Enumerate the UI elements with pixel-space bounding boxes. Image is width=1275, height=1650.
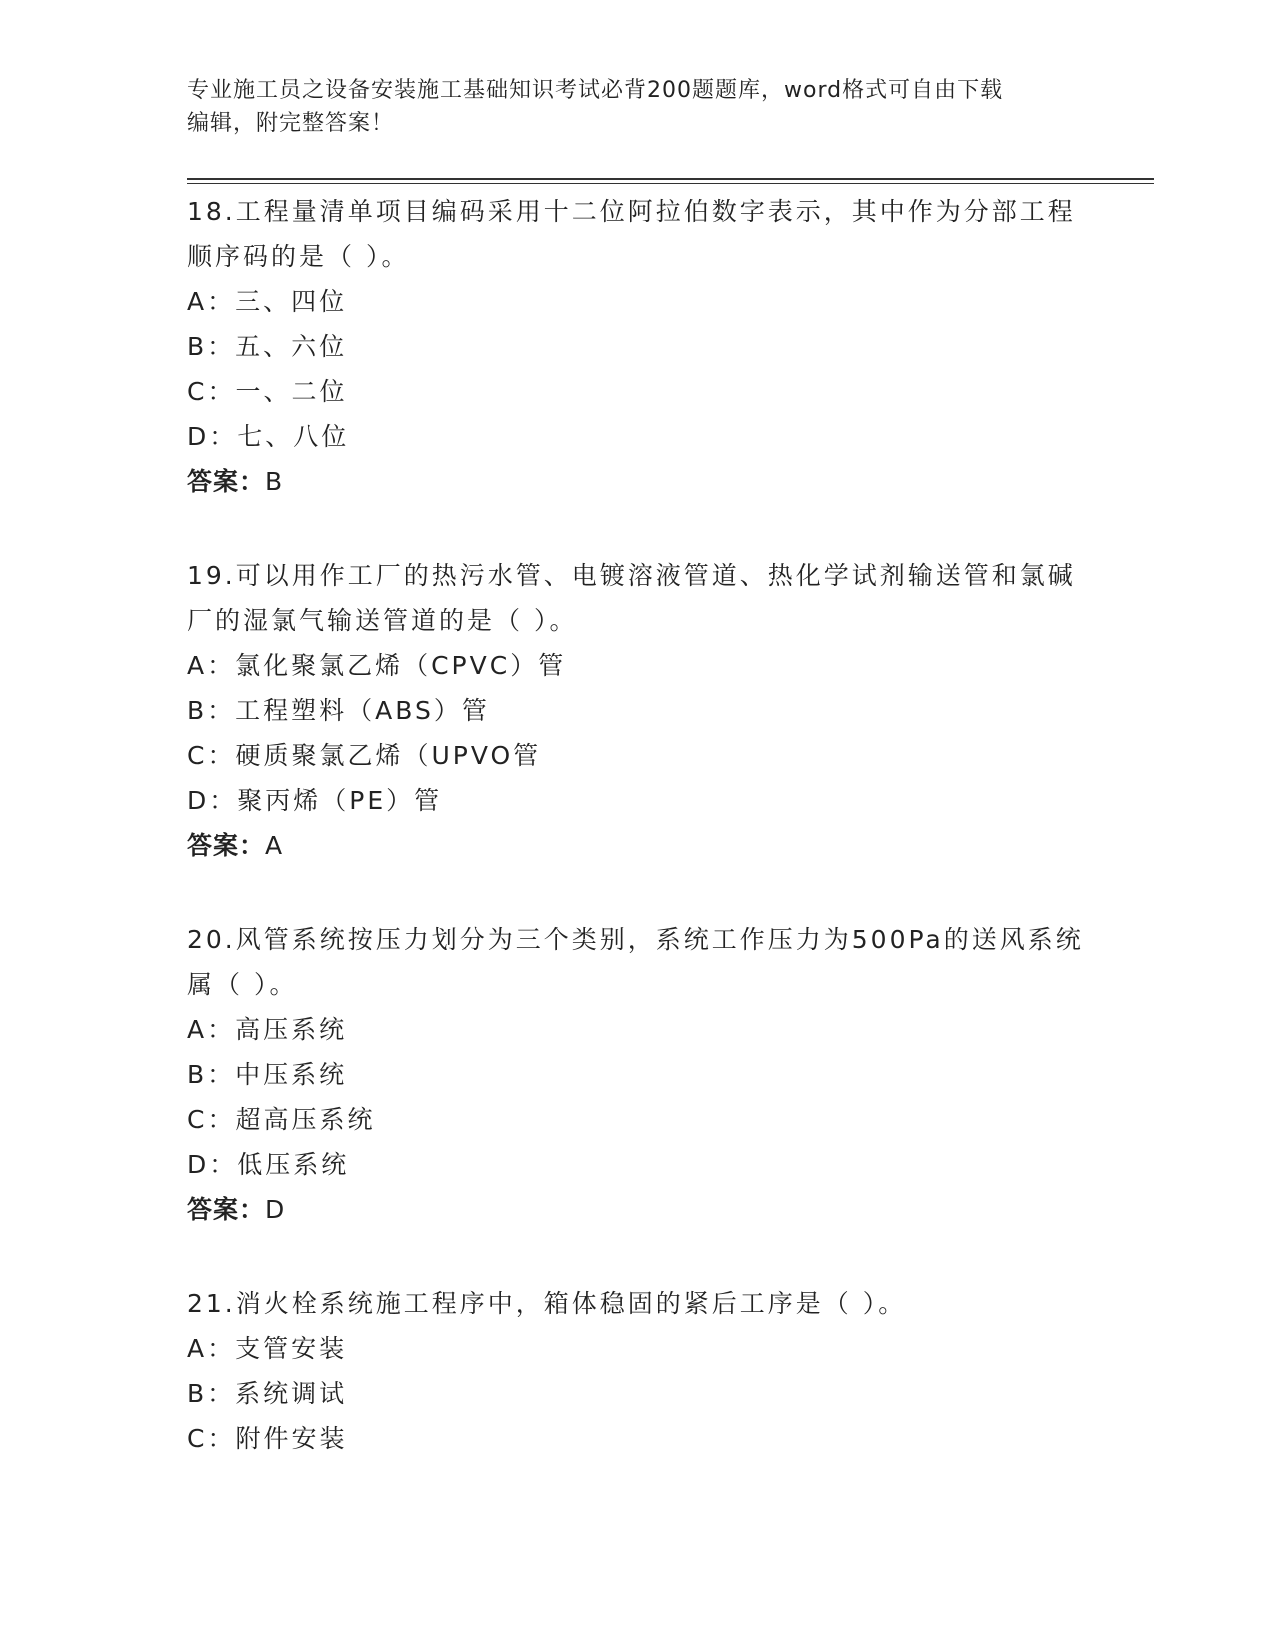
header-divider-thin — [187, 183, 1154, 184]
header-divider-thick — [187, 178, 1154, 180]
option-a: A：高压系统 — [187, 1015, 348, 1044]
question-20 — [187, 916, 1087, 1232]
question-stem: 21.消火栓系统施工程序中，箱体稳固的紧后工序是（ ）。 — [187, 1289, 907, 1318]
option-d: D：七、八位 — [187, 422, 350, 451]
question-18 — [187, 188, 1087, 504]
option-a: A：支管安装 — [187, 1334, 348, 1363]
answer-line — [187, 459, 1087, 504]
option-b: B：工程塑料（ABS）管 — [187, 696, 490, 725]
option-c: C：一、二位 — [187, 377, 348, 406]
answer-value: B — [265, 467, 284, 496]
option-d: D：聚丙烯（PE）管 — [187, 786, 443, 815]
answer-label: 答案： — [187, 831, 266, 860]
document-header — [187, 74, 1087, 140]
option-a: A：三、四位 — [187, 287, 348, 316]
question-19 — [187, 552, 1087, 868]
header-line-1: 专业施工员之设备安装施工基础知识考试必背200题题库，word格式可自由下载 — [187, 78, 1004, 103]
option-b: B：五、六位 — [187, 332, 348, 361]
answer-label: 答案： — [187, 467, 266, 496]
answer-label: 答案： — [187, 1195, 266, 1224]
option-d: D：低压系统 — [187, 1150, 350, 1179]
option-c: C：附件安装 — [187, 1424, 348, 1453]
answer-value: A — [265, 831, 284, 860]
answer-line — [187, 823, 1087, 868]
option-c: C：硬质聚氯乙烯（UPVO管 — [187, 741, 542, 770]
question-21 — [187, 1280, 1087, 1461]
question-stem: 18.工程量清单项目编码采用十二位阿拉伯数字表示，其中作为分部工程顺序码的是（ ）。 — [187, 197, 1076, 271]
option-c: C：超高压系统 — [187, 1105, 376, 1134]
answer-value: D — [265, 1195, 286, 1224]
option-a: A：氯化聚氯乙烯（CPVC）管 — [187, 651, 567, 680]
option-b: B：中压系统 — [187, 1060, 348, 1089]
question-list — [187, 188, 1087, 1509]
answer-line — [187, 1187, 1087, 1232]
question-stem: 20.风管系统按压力划分为三个类别，系统工作压力为500Pa的送风系统属（ ）。 — [187, 925, 1084, 999]
header-line-2: 编辑，附完整答案！ — [187, 111, 395, 136]
question-stem: 19.可以用作工厂的热污水管、电镀溶液管道、热化学试剂输送管和氯碱厂的湿氯气输送管道的是（ ）。 — [187, 561, 1076, 635]
option-b: B：系统调试 — [187, 1379, 348, 1408]
